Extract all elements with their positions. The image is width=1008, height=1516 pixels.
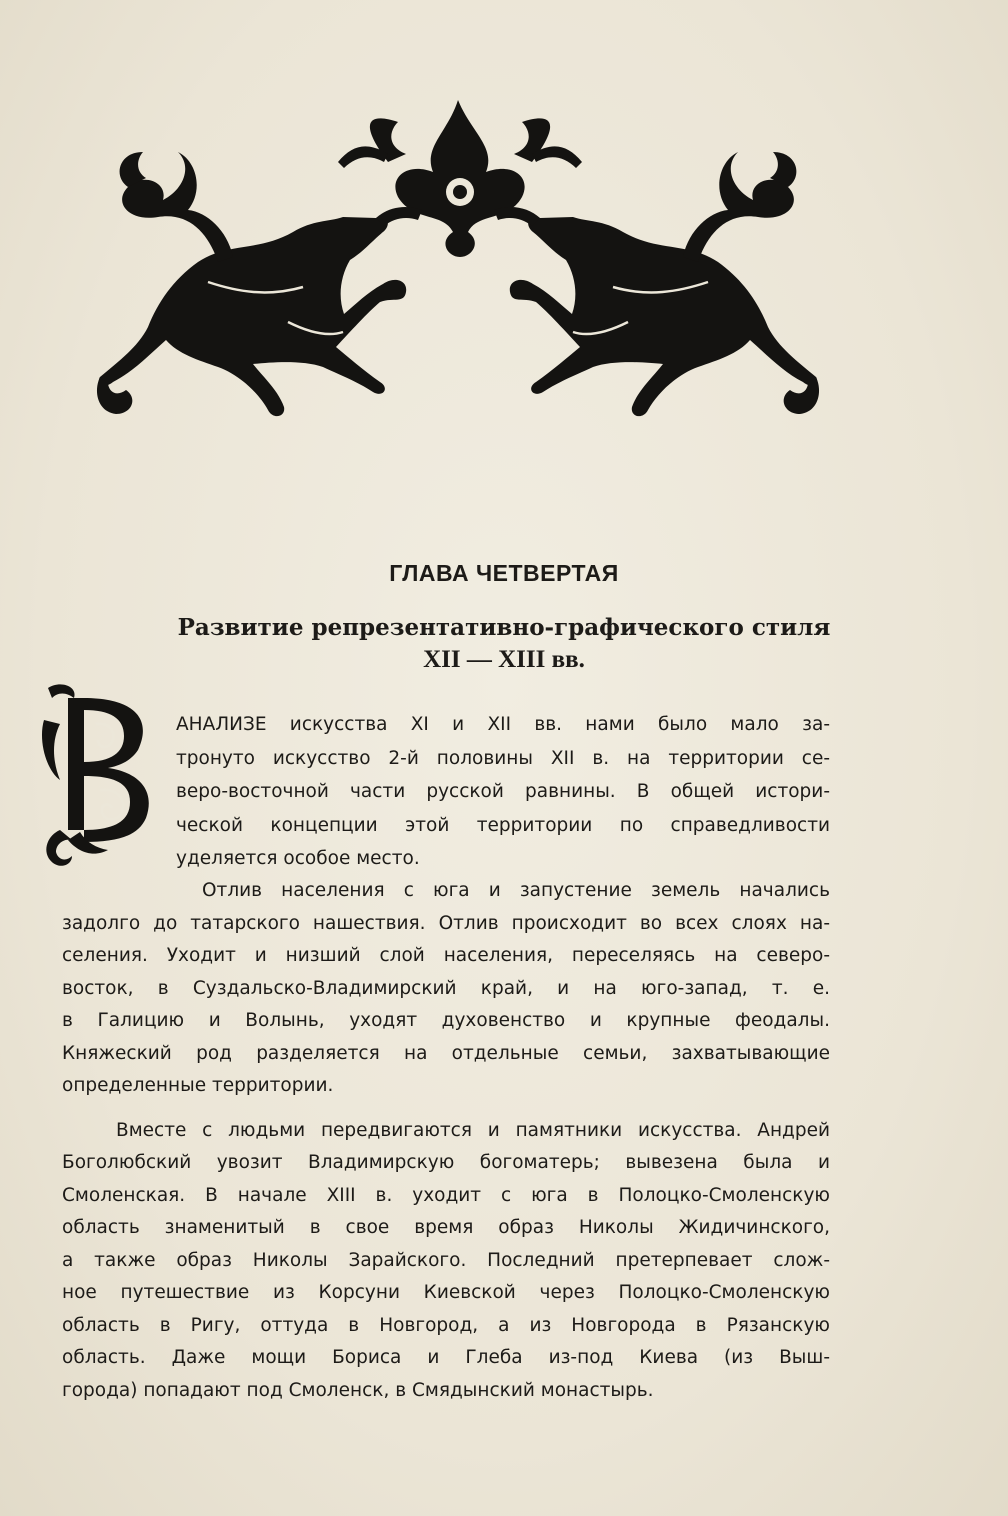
- intro-line: веро-восточной части русской равнины. В общей истори-: [176, 781, 830, 803]
- intro-line: ческой концепции этой территории по справедливости: [176, 814, 830, 836]
- body-text: [62, 875, 830, 1407]
- paragraph-line: в Галицию и Волынь, уходят духовенство и крупные феодалы.: [62, 1010, 830, 1031]
- paragraph-line: восток, в Суздальско-Владимирский край, и на юго-запад, т. е.: [62, 977, 830, 999]
- intro-line: АНАЛИЗЕ искусства XI и XII вв. нами было мало за-: [176, 714, 830, 735]
- paragraph-line: а также образ Николы Зарайского. Последний претерпевает слож-: [62, 1249, 830, 1271]
- paragraph-1: [62, 875, 830, 1103]
- paragraph-line: ное путешествие из Корсуни Киевской через Полоцко-Смоленскую: [62, 1282, 830, 1303]
- paragraph-line: Отлив населения с юга и запустение земель начались: [202, 880, 830, 901]
- paragraph-line: Боголюбский увозит Владимирскую богоматерь; вывезена была и: [62, 1152, 830, 1173]
- chapter-title-line1: Развитие репрезентативно-графического стиля: [177, 614, 831, 641]
- intro-paragraph: [176, 708, 830, 876]
- intro-line: уделяется особое место.: [176, 848, 420, 870]
- paragraph-line: селения. Уходит и низший слой населения, переселяясь на северо-: [62, 945, 830, 966]
- paragraph-2: [62, 1115, 830, 1408]
- intro-line: тронуто искусство 2-й половины XII в. на территории се-: [176, 747, 830, 769]
- paragraph-line: Смоленская. В начале XIII в. уходит с юга в Полоцко-Смоленскую: [62, 1184, 830, 1206]
- chapter-label: ГЛАВА ЧЕТВЕРТАЯ: [389, 560, 619, 586]
- paragraph-line: область в Ригу, оттуда в Новгород, а из Новгорода в Рязанскую: [62, 1314, 830, 1336]
- ornamental-headpiece-icon: [88, 92, 828, 434]
- chapter-title-line2: XII — XIII вв.: [423, 646, 585, 673]
- paragraph-line: область. Даже мощи Бориса и Глеба из-под Киева (из Выш-: [62, 1347, 830, 1368]
- paragraph-line: область знаменитый в свое время образ Николы Жидичинского,: [62, 1217, 830, 1238]
- paragraph-line: Княжеский род разделяется на отдельные семьи, захватывающие: [62, 1042, 830, 1064]
- paragraph-line: определенные территории.: [62, 1075, 334, 1096]
- chapter-title: [60, 612, 948, 676]
- paragraph-line: задолго до татарского нашествия. Отлив происходит во всех слоях на-: [62, 912, 830, 934]
- paragraph-line: города) попадают под Смоленск, в Смядынский монастырь.: [62, 1379, 654, 1401]
- illuminated-initial-icon: [38, 680, 168, 875]
- paragraph-line: Вместе с людьми передвигаются и памятники искусства. Андрей: [116, 1119, 830, 1141]
